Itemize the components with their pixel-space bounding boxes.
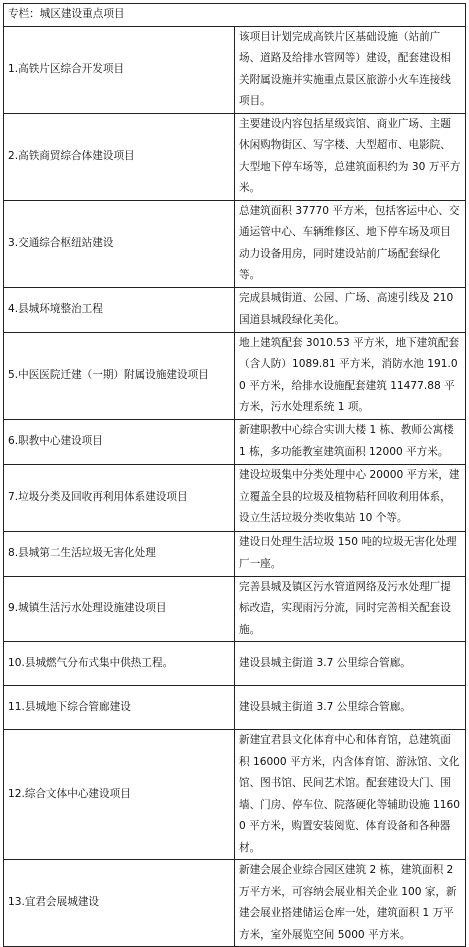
project-name: 12.综合文体中心建设项目 <box>4 730 235 860</box>
project-description: 地上建筑配套 3010.53 平方米，地下建筑配套（含人防）1089.81 平方米，消防水池 191.00 平方米，给排水设施配套建筑 11477.88 平方米，污水处理系统 1 项。 <box>235 332 466 419</box>
project-table-body <box>4 4 466 947</box>
project-name: 4.县城环境整治工程 <box>4 287 235 332</box>
project-description: 新建宜君县文化体育中心和体育馆，总建筑面积 16000 平方米，内含体育馆、游泳馆、文化馆、图书馆、民间艺术馆。配套建设大门、围墙、门房、停车位、院落硬化等辅助设施 11600 平方米，购置安装阅览、体育设备和各种器材。 <box>235 730 466 860</box>
project-description: 建设垃圾集中分类处理中心 20000 平方米，建立覆盖全县的垃圾及植物秸秆回收利用体系，设立生活垃圾分类收集站 10 个等。 <box>235 464 466 531</box>
project-description: 建设日处理生活垃圾 150 吨的垃圾无害化处理厂一座。 <box>235 531 466 576</box>
project-description: 建设县城主街道 3.7 公里综合管廊。 <box>235 642 466 686</box>
project-description: 建设县城主街道 3.7 公里综合管廊。 <box>235 686 466 730</box>
project-name: 1.高铁片区综合开发项目 <box>4 26 235 113</box>
project-description: 新建会展企业综合园区建筑 2 栋，建筑面积 2 万平方米，可容纳会展业相关企业 100 家，新建会展业搭建储运仓库一处，建筑面积 1 万平方米，室外展览空间 5000 平方米。 <box>235 860 466 947</box>
table-row <box>4 464 466 531</box>
project-description: 完善县城及镇区污水管道网络及污水处理厂提标改造，实现雨污分流，同时完善相关配套设施。 <box>235 576 466 642</box>
table-row <box>4 113 466 200</box>
project-table-document <box>3 3 466 941</box>
header-row <box>4 4 466 27</box>
project-description: 新建职教中心综合实训大楼 1 栋、教师公寓楼 1 栋，多功能教室建筑面积 12000 平方米。 <box>235 419 466 464</box>
table-row <box>4 287 466 332</box>
project-name: 5.中医医院迁建（一期）附属设施建设项目 <box>4 332 235 419</box>
table-row <box>4 860 466 947</box>
table-row <box>4 576 466 642</box>
project-name: 8.县城第二生活垃圾无害化处理 <box>4 531 235 576</box>
table-row <box>4 730 466 860</box>
project-description: 该项目计划完成高铁片区基础设施（站前广场、道路及给排水管网等）建设，配套建设相关附属设施并实施重点景区旅游小火车连接线项目。 <box>235 26 466 113</box>
project-name: 6.职教中心建设项目 <box>4 419 235 464</box>
project-table <box>3 3 466 947</box>
table-row <box>4 686 466 730</box>
project-name: 11.县城地下综合管廊建设 <box>4 686 235 730</box>
table-row <box>4 419 466 464</box>
table-row <box>4 531 466 576</box>
table-row <box>4 642 466 686</box>
project-description: 总建筑面积 37770 平方米，包括客运中心、交通运管中心、车辆维修区、地下停车场及项目动力设备用房，同时建设站前广场配套绿化等。 <box>235 200 466 287</box>
project-name: 7.垃圾分类及回收再利用体系建设项目 <box>4 464 235 531</box>
table-row <box>4 200 466 287</box>
table-row <box>4 332 466 419</box>
project-description: 主要建设内容包括星级宾馆、商业广场、主题休闲购物街区、写字楼、大型超市、电影院、大型地下停车场等，总建筑面积约为 30 万平方米。 <box>235 113 466 200</box>
project-name: 9.城镇生活污水处理设施建设项目 <box>4 576 235 642</box>
table-header: 专栏：城区建设重点项目 <box>4 4 466 27</box>
project-name: 3.交通综合枢纽站建设 <box>4 200 235 287</box>
project-name: 2.高铁商贸综合体建设项目 <box>4 113 235 200</box>
project-name: 13.宜君会展城建设 <box>4 860 235 947</box>
table-row <box>4 26 466 113</box>
project-description: 完成县城街道、公园、广场、高速引线及 210 国道县城段绿化美化。 <box>235 287 466 332</box>
project-name: 10.县城燃气分布式集中供热工程。 <box>4 642 235 686</box>
